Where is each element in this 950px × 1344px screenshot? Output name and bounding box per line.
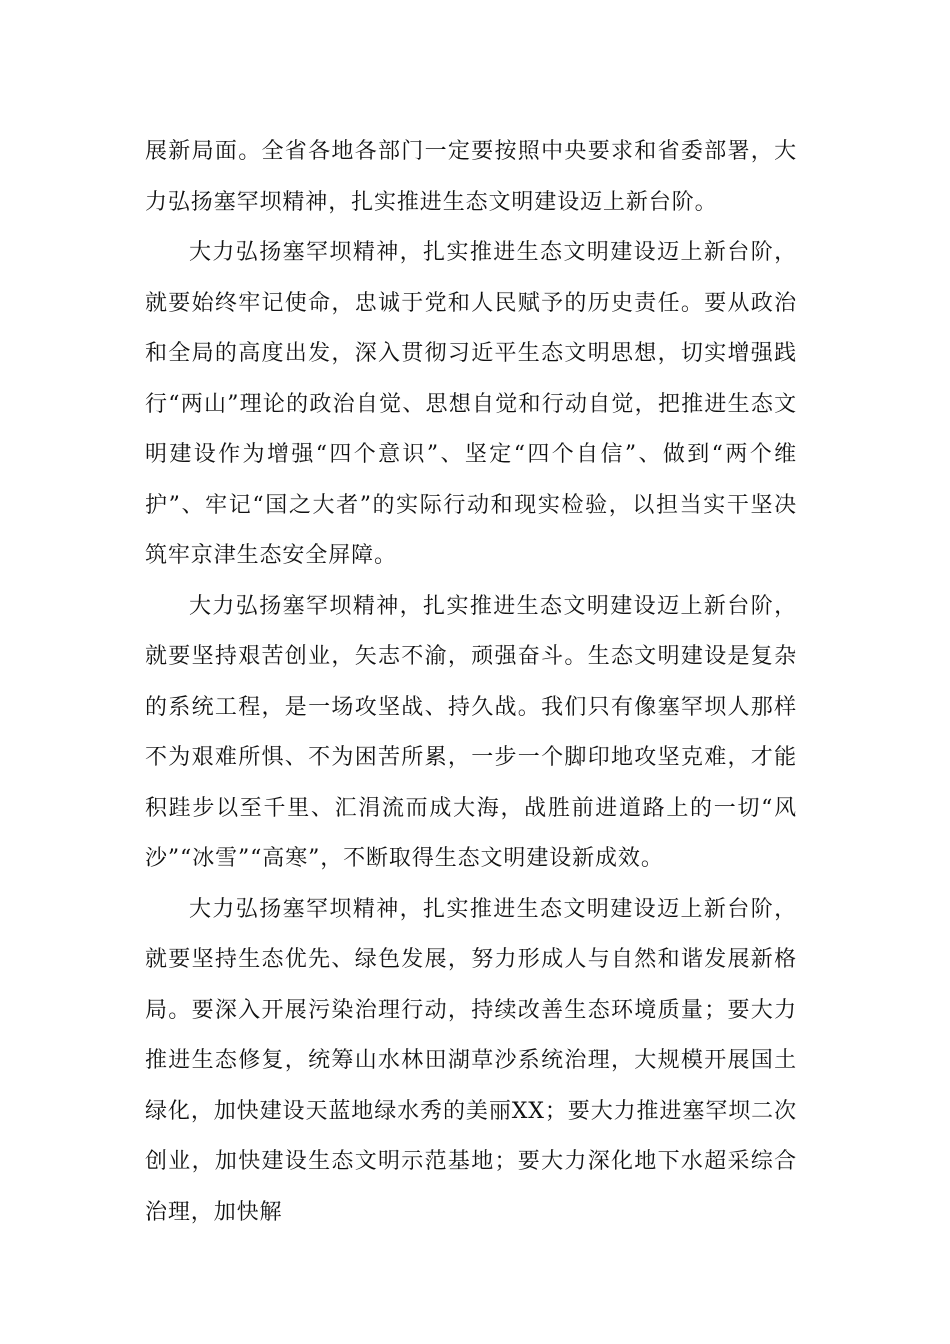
paragraph-mission: 大力弘扬塞罕坝精神，扎实推进生态文明建设迈上新台阶，就要始终牢记使命，忠诚于党和人民赋予的历史责任。要从政治和全局的高度出发，深入贯彻习近平生态文明思想，切实增强践行“两山”理论的政治自觉、思想自觉和行动自觉，把推进生态文明建设作为增强“四个意识”、坚定“四个自信”、做到“两个维护”、牢记“国之大者”的实际行动和现实检验，以担当实干坚决筑牢京津生态安全屏障。: [145, 240, 797, 568]
paragraph-green-development: 大力弘扬塞罕坝精神，扎实推进生态文明建设迈上新台阶，就要坚持生态优先、绿色发展，努力形成人与自然和谐发展新格局。要深入开展污染治理行动，持续改善生态环境质量；要大力推进生态修复，统筹山水林田湖草沙系统治理，大规模开展国土绿化，加快建设天蓝地绿水秀的美丽XX；要大力推进塞罕坝二次创业，加快建设生态文明示范基地；要大力深化地下水超采综合治理，加快解: [145, 896, 797, 1225]
paragraph-continuation: 展新局面。全省各地各部门一定要按照中央要求和省委部署，大力弘扬塞罕坝精神，扎实推进生态文明建设迈上新台阶。: [145, 139, 797, 215]
paragraph-hard-work: 大力弘扬塞罕坝精神，扎实推进生态文明建设迈上新台阶，就要坚持艰苦创业，矢志不渝，顽强奋斗。生态文明建设是复杂的系统工程，是一场攻坚战、持久战。我们只有像塞罕坝人那样不为艰难所惧、不为困苦所累，一步一个脚印地攻坚克难，才能积跬步以至千里、汇涓流而成大海，战胜前进道路上的一切“风沙”“冰雪”“高寒”，不断取得生态文明建设新成效。: [145, 593, 797, 871]
document-body: [145, 127, 797, 1238]
